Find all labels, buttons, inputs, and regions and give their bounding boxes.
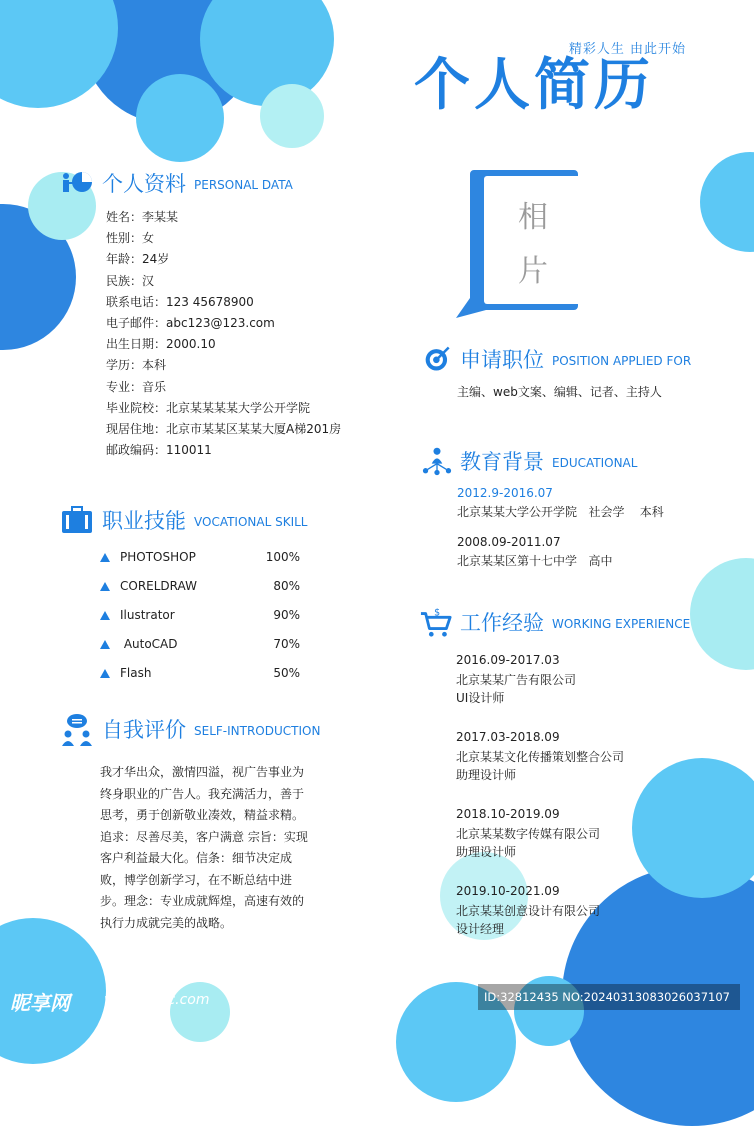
presentation-icon xyxy=(60,166,94,200)
section-intro-title: 自我评价 xyxy=(102,718,186,742)
personal-info-row: 民族：汉 xyxy=(106,273,155,288)
skill-row xyxy=(100,579,300,593)
triangle-bullet-icon xyxy=(100,553,110,562)
personal-info-row: 毕业院校：北京某某某某大学公开学院 xyxy=(106,400,311,415)
work-date: 2019.10-2021.09 xyxy=(456,884,560,898)
section-position-header xyxy=(424,344,691,374)
deco-circle-cyan-top xyxy=(0,0,118,108)
work-date: 2016.09-2017.03 xyxy=(456,653,560,667)
personal-info-row: 姓名：李某某 xyxy=(106,210,179,224)
education-detail: 北京某某区第十七中学 高中 xyxy=(457,554,613,568)
personal-info-row: 出生日期：2000.10 xyxy=(106,337,216,352)
education-detail: 北京某某大学公开学院 社会学 本科 xyxy=(457,505,664,519)
work-company: 北京某某数字传媒有限公司 xyxy=(456,827,601,841)
photo-placeholder-text-2: 片 xyxy=(518,254,548,289)
deco-circle-pale-top xyxy=(260,84,324,148)
section-position-title-en: POSITION APPLIED FOR xyxy=(552,354,692,368)
skill-name: Flash xyxy=(120,666,152,680)
work-date: 2018.10-2019.09 xyxy=(456,807,560,821)
photo-frame xyxy=(470,166,594,318)
position-text: 主编、web文案、编辑、记者、主持人 xyxy=(457,385,662,399)
section-skills-header xyxy=(60,503,308,537)
deco-circle-mid-top xyxy=(136,74,224,162)
section-work-title-en: WORKING EXPERIENCE xyxy=(552,617,691,631)
watermark-url: www.nipic.com xyxy=(104,992,210,1008)
section-intro-title-en: SELF-INTRODUCTION xyxy=(194,724,321,738)
section-personal-title-en: PERSONAL DATA xyxy=(194,178,293,192)
person-network-icon xyxy=(422,446,452,476)
watermark-id: ID:32812435 NO:20240313083026037107 xyxy=(478,984,740,1010)
personal-info-row: 联系电话：123 45678900 xyxy=(106,294,254,309)
work-role: 助理设计师 xyxy=(456,845,517,859)
section-skills-title-en: VOCATIONAL SKILL xyxy=(194,515,308,529)
section-education-title-en: EDUCATIONAL xyxy=(552,456,638,470)
deco-circle-right-top xyxy=(700,152,754,252)
section-work-title: 工作经验 xyxy=(460,611,544,635)
work-company: 北京某某文化传播策划整合公司 xyxy=(456,750,625,764)
work-role: UI设计师 xyxy=(456,691,505,705)
personal-info-row: 年龄：24岁 xyxy=(106,252,170,267)
education-date: 2012.9-2016.07 xyxy=(457,486,553,500)
chat-people-icon xyxy=(60,712,94,746)
personal-info-row: 现居住地：北京市某某区某某大厦A梯201房 xyxy=(106,422,342,436)
personal-info-row: 专业：音乐 xyxy=(106,379,167,394)
self-intro-text: 我才华出众，激情四溢，视广告事业为终身职业的广告人。我充满活力，善于思考，勇于创新敬业凑效，精益求精。追求：尽善尽美，客户满意 宗旨：实现客户利益最大化。信条：细节决定成败，博学创新学习，在不断总结中进步。理念：专业成就辉煌，高速有效的执行力成就完美的战略。 xyxy=(100,765,308,930)
skill-name: Ilustrator xyxy=(120,608,175,622)
section-personal-title: 个人资料 xyxy=(102,172,186,196)
section-education-title: 教育背景 xyxy=(460,450,544,474)
cart-icon xyxy=(420,606,452,638)
skill-percent: 50% xyxy=(273,666,300,680)
skill-percent: 70% xyxy=(273,637,300,651)
personal-info-row: 邮政编码：110011 xyxy=(106,443,212,458)
work-company: 北京某某广告有限公司 xyxy=(456,673,577,687)
section-position-title: 申请职位 xyxy=(460,348,544,372)
section-education-header xyxy=(422,446,637,476)
deco-circle-bottom-left2 xyxy=(170,982,230,1042)
skill-name: AutoCAD xyxy=(120,637,178,651)
skill-row xyxy=(100,666,300,680)
tagline: 精彩人生 由此开始 xyxy=(568,42,686,57)
section-personal-header xyxy=(60,166,293,200)
skill-name: CORELDRAW xyxy=(120,579,197,593)
triangle-bullet-icon xyxy=(100,582,110,591)
skill-row xyxy=(100,550,300,564)
personal-info-row: 电子邮件：abc123@123.com xyxy=(106,316,275,330)
briefcase-icon xyxy=(60,503,94,537)
page-title: 个人简历 xyxy=(414,53,654,118)
personal-info-row: 学历：本科 xyxy=(106,358,167,373)
target-icon xyxy=(424,345,452,373)
svg-text:$: $ xyxy=(434,607,441,619)
skill-row xyxy=(100,608,300,622)
skill-name: PHOTOSHOP xyxy=(120,550,196,564)
work-date: 2017.03-2018.09 xyxy=(456,730,560,744)
skill-percent: 100% xyxy=(265,550,300,564)
skill-percent: 90% xyxy=(273,608,300,622)
triangle-bullet-icon xyxy=(100,669,110,678)
skill-percent: 80% xyxy=(273,579,300,593)
work-role: 设计经理 xyxy=(456,922,505,936)
work-role: 助理设计师 xyxy=(456,768,517,782)
skill-row xyxy=(100,637,300,651)
section-work-header xyxy=(420,606,690,638)
watermark-logo: 昵享网 xyxy=(10,991,70,1015)
work-company: 北京某某创意设计有限公司 xyxy=(456,904,601,918)
deco-circle-right-mid xyxy=(690,558,754,670)
education-date: 2008.09-2011.07 xyxy=(457,535,561,549)
triangle-bullet-icon xyxy=(100,640,110,649)
section-skills-title: 职业技能 xyxy=(102,509,186,533)
section-intro-header xyxy=(60,712,320,746)
personal-info-row: 性别：女 xyxy=(106,231,155,246)
triangle-bullet-icon xyxy=(100,611,110,620)
photo-placeholder-text-1: 相 xyxy=(518,200,548,235)
